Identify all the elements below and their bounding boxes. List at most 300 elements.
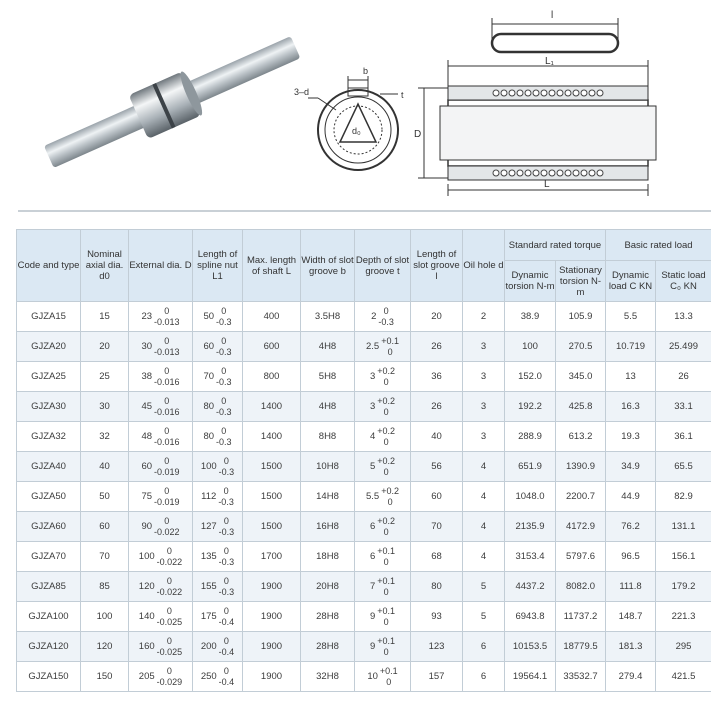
cell-nominal-dia: 50: [81, 482, 129, 512]
cell-max-length: 800: [243, 362, 301, 392]
cell-code: GJZA20: [17, 332, 81, 362]
cell-nominal-dia: 150: [81, 662, 129, 692]
cell-max-length: 1400: [243, 422, 301, 452]
header-static-load: Static load C₀ KN: [656, 261, 711, 302]
cell-external-dia: [129, 602, 193, 632]
label-b: b: [363, 66, 369, 76]
cell-slot-depth-tolerance: [377, 426, 395, 448]
cell-slot-depth: [355, 392, 411, 422]
cell-stationary-torsion: 425.8: [556, 392, 606, 422]
cell-static-load: 82.9: [656, 482, 711, 512]
cell-slot-depth-upper: +0.1: [377, 545, 396, 556]
side-section-view: [418, 86, 656, 196]
cell-external-dia: [129, 302, 193, 332]
cell-external-dia-upper: 0: [164, 515, 170, 526]
cell-slot-width: 8H8: [301, 422, 355, 452]
cell-external-dia-value: 75: [141, 491, 153, 502]
cell-code: GJZA70: [17, 542, 81, 572]
cell-nominal-dia: 15: [81, 302, 129, 332]
cell-slot-depth-tolerance: [377, 366, 395, 388]
cell-spline-length-value: 80: [203, 431, 215, 442]
cell-code: GJZA25: [17, 362, 81, 392]
cell-spline-length: [193, 602, 243, 632]
label-D: D: [414, 129, 422, 140]
cell-spline-length-upper: 0: [221, 305, 227, 316]
table-row: [17, 362, 711, 392]
cell-max-length: 1500: [243, 482, 301, 512]
cell-slot-depth-lower: -0.3: [378, 316, 394, 327]
cell-stationary-torsion: 11737.2: [556, 602, 606, 632]
cell-slot-depth-upper: 0: [383, 305, 389, 316]
cell-dynamic-torsion: 2135.9: [505, 512, 556, 542]
cell-slot-depth-value: 4: [369, 431, 376, 442]
cell-slot-depth: [355, 662, 411, 692]
cell-external-dia-lower: -0.016: [154, 376, 180, 387]
cell-external-dia-upper: 0: [166, 545, 172, 556]
table-row: [17, 392, 711, 422]
cell-spline-length-value: 127: [200, 521, 217, 532]
cell-spline-length-upper: 0: [223, 485, 229, 496]
cell-spline-length-upper: 0: [223, 605, 229, 616]
cell-slot-depth-tolerance: [381, 336, 399, 358]
cell-slot-depth-lower: 0: [383, 526, 389, 537]
cell-spline-length: [193, 662, 243, 692]
cell-slot-length: 26: [411, 332, 463, 362]
cell-dynamic-load: 111.8: [606, 572, 656, 602]
cell-dynamic-load: 16.3: [606, 392, 656, 422]
cell-slot-length: 20: [411, 302, 463, 332]
cell-external-dia-lower: -0.019: [154, 466, 180, 477]
cell-spline-length-tolerance: [219, 456, 235, 478]
cell-external-dia-tolerance: [157, 606, 183, 628]
cell-code: GJZA15: [17, 302, 81, 332]
cell-stationary-torsion: 613.2: [556, 422, 606, 452]
cell-dynamic-load: 96.5: [606, 542, 656, 572]
cell-slot-length: 60: [411, 482, 463, 512]
cell-static-load: 421.5: [656, 662, 711, 692]
cell-spline-length-lower: -0.3: [218, 586, 235, 597]
cell-slot-depth-tolerance: [377, 546, 395, 568]
cell-oil-hole: 4: [463, 542, 505, 572]
cell-slot-depth: [355, 422, 411, 452]
cell-slot-depth-value: 10: [367, 671, 378, 682]
cell-nominal-dia: 25: [81, 362, 129, 392]
cell-spline-length-value: 50: [203, 311, 215, 322]
cell-external-dia-value: 100: [138, 551, 155, 562]
cell-spline-length-upper: 0: [223, 665, 229, 676]
cell-slot-depth-upper: +0.1: [379, 665, 398, 676]
cell-dynamic-load: 10.719: [606, 332, 656, 362]
header-torque-group: Standard rated torque: [505, 230, 606, 261]
cell-spline-length-tolerance: [218, 486, 234, 508]
label-l: l: [551, 10, 554, 21]
cell-slot-width: 28H8: [301, 632, 355, 662]
cell-spline-length-lower: -0.3: [218, 556, 235, 567]
cell-spline-length-value: 200: [200, 641, 217, 652]
cell-dynamic-torsion: 3153.4: [505, 542, 556, 572]
cell-dynamic-load: 44.9: [606, 482, 656, 512]
cell-slot-depth-tolerance: [377, 456, 395, 478]
cell-external-dia-value: 140: [138, 611, 155, 622]
cell-slot-length: 70: [411, 512, 463, 542]
cell-slot-depth-tolerance: [377, 516, 395, 538]
header-oil-hole: Oil hole d: [463, 230, 505, 302]
cell-dynamic-torsion: 192.2: [505, 392, 556, 422]
spline-shaft-photo: [39, 25, 305, 179]
cell-nominal-dia: 100: [81, 602, 129, 632]
cell-spline-length-tolerance: [219, 636, 235, 658]
cell-static-load: 36.1: [656, 422, 711, 452]
cell-slot-depth-lower: 0: [383, 586, 389, 597]
cell-external-dia-tolerance: [157, 666, 183, 688]
cell-slot-depth-lower: 0: [383, 646, 389, 657]
cell-spline-length-lower: -0.3: [216, 316, 232, 327]
cell-nominal-dia: 70: [81, 542, 129, 572]
cell-external-dia-lower: -0.022: [156, 556, 183, 567]
cell-spline-length-value: 60: [203, 341, 215, 352]
cell-slot-depth-upper: +0.2: [381, 485, 399, 496]
cell-external-dia: [129, 422, 193, 452]
table-row: [17, 452, 711, 482]
cell-nominal-dia: 32: [81, 422, 129, 452]
cell-external-dia-lower: -0.025: [156, 616, 183, 627]
cell-spline-length-upper: 0: [223, 575, 229, 586]
cell-dynamic-torsion: 6943.8: [505, 602, 556, 632]
cell-slot-depth: [355, 572, 411, 602]
cell-external-dia-value: 205: [138, 671, 155, 682]
cell-dynamic-torsion: 651.9: [505, 452, 556, 482]
cell-slot-width: 10H8: [301, 452, 355, 482]
cell-slot-depth-lower: 0: [387, 346, 393, 357]
cell-slot-depth-value: 6: [369, 551, 376, 562]
label-L1: L₁: [545, 56, 554, 67]
cell-slot-depth: [355, 482, 411, 512]
cell-external-dia-upper: 0: [166, 665, 172, 676]
cell-spline-length: [193, 392, 243, 422]
cell-external-dia-tolerance: [154, 426, 180, 448]
cell-spline-length-lower: -0.3: [216, 346, 232, 357]
header-slot-width: Width of slot groove b: [301, 230, 355, 302]
cell-external-dia-value: 38: [141, 371, 153, 382]
cell-external-dia: [129, 392, 193, 422]
cell-external-dia-lower: -0.022: [154, 526, 180, 537]
cell-external-dia-upper: 0: [166, 605, 172, 616]
table-row: [17, 302, 711, 332]
cell-stationary-torsion: 2200.7: [556, 482, 606, 512]
cell-dynamic-load: 19.3: [606, 422, 656, 452]
cell-spline-length-upper: 0: [223, 635, 229, 646]
cell-external-dia-upper: 0: [164, 365, 170, 376]
cell-slot-length: 93: [411, 602, 463, 632]
cell-stationary-torsion: 105.9: [556, 302, 606, 332]
cell-nominal-dia: 85: [81, 572, 129, 602]
cell-slot-depth-value: 7: [369, 581, 376, 592]
cell-slot-depth-value: 9: [369, 611, 376, 622]
cell-spline-length-lower: -0.3: [218, 526, 235, 537]
table-row: [17, 572, 711, 602]
cell-spline-length-upper: 0: [221, 365, 227, 376]
header-code: Code and type: [17, 230, 81, 302]
cell-external-dia-value: 90: [141, 521, 153, 532]
cell-stationary-torsion: 18779.5: [556, 632, 606, 662]
header-slot-length: Length of slot groove l: [411, 230, 463, 302]
cell-slot-depth-lower: 0: [386, 676, 392, 687]
cell-slot-depth-upper: +0.1: [377, 635, 396, 646]
cell-oil-hole: 2: [463, 302, 505, 332]
cell-external-dia-upper: 0: [166, 635, 172, 646]
cell-external-dia-value: 160: [138, 641, 155, 652]
cell-external-dia-value: 45: [141, 401, 153, 412]
cell-slot-length: 56: [411, 452, 463, 482]
cell-dynamic-torsion: 38.9: [505, 302, 556, 332]
cell-spline-length-tolerance: [216, 396, 232, 418]
cell-slot-width: 16H8: [301, 512, 355, 542]
cell-code: GJZA85: [17, 572, 81, 602]
cell-slot-length: 36: [411, 362, 463, 392]
cell-oil-hole: 4: [463, 482, 505, 512]
cell-static-load: 221.3: [656, 602, 711, 632]
cell-oil-hole: 3: [463, 362, 505, 392]
cell-oil-hole: 3: [463, 332, 505, 362]
cell-slot-length: 68: [411, 542, 463, 572]
cell-spline-length-tolerance: [219, 576, 235, 598]
cell-code: GJZA120: [17, 632, 81, 662]
cell-external-dia-upper: 0: [164, 305, 170, 316]
cell-slot-depth-tolerance: [377, 606, 395, 628]
cell-slot-depth-value: 2: [371, 311, 377, 322]
cell-oil-hole: 5: [463, 572, 505, 602]
header-dynamic-load: Dynamic load C KN: [606, 261, 656, 302]
header-slot-depth: Depth of slot groove t: [355, 230, 411, 302]
cell-spline-length-value: 70: [203, 371, 215, 382]
cell-max-length: 1900: [243, 572, 301, 602]
cell-slot-depth: [355, 332, 411, 362]
cell-spline-length-value: 135: [200, 551, 217, 562]
cell-oil-hole: 3: [463, 392, 505, 422]
cell-slot-depth-value: 5: [369, 461, 376, 472]
cell-spline-length-lower: -0.3: [216, 406, 232, 417]
cell-external-dia-lower: -0.022: [156, 586, 183, 597]
cell-nominal-dia: 60: [81, 512, 129, 542]
cell-static-load: 25.499: [656, 332, 711, 362]
cell-slot-width: 4H8: [301, 332, 355, 362]
cell-external-dia-upper: 0: [166, 575, 172, 586]
cell-spline-length: [193, 482, 243, 512]
table-row: [17, 332, 711, 362]
header-external-dia: External dia. D: [129, 230, 193, 302]
cell-slot-depth-value: 6: [369, 521, 376, 532]
cell-external-dia: [129, 482, 193, 512]
cell-slot-depth-upper: +0.1: [377, 575, 396, 586]
cell-oil-hole: 3: [463, 422, 505, 452]
cell-external-dia-tolerance: [154, 486, 180, 508]
cell-dynamic-load: 76.2: [606, 512, 656, 542]
cell-slot-depth-upper: +0.2: [377, 425, 396, 436]
cell-dynamic-torsion: 288.9: [505, 422, 556, 452]
cell-spline-length-tolerance: [216, 306, 232, 328]
cell-max-length: 1900: [243, 632, 301, 662]
cell-slot-depth-lower: 0: [383, 466, 389, 477]
cell-dynamic-load: 279.4: [606, 662, 656, 692]
cell-external-dia-lower: -0.013: [154, 316, 180, 327]
cell-nominal-dia: 120: [81, 632, 129, 662]
cell-slot-depth-lower: 0: [383, 376, 389, 387]
cell-spline-length-upper: 0: [223, 515, 229, 526]
cell-code: GJZA30: [17, 392, 81, 422]
cell-spline-length: [193, 542, 243, 572]
cell-slot-length: 123: [411, 632, 463, 662]
cell-spline-length-lower: -0.3: [216, 376, 232, 387]
cell-slot-depth: [355, 302, 411, 332]
spec-table-body: [17, 302, 711, 692]
cell-spline-length: [193, 302, 243, 332]
cell-external-dia-lower: -0.019: [154, 496, 180, 507]
cell-dynamic-torsion: 19564.1: [505, 662, 556, 692]
cell-slot-depth-lower: 0: [383, 436, 389, 447]
cell-nominal-dia: 20: [81, 332, 129, 362]
cell-slot-depth-tolerance: [381, 486, 399, 508]
cell-stationary-torsion: 1390.9: [556, 452, 606, 482]
label-t: t: [401, 90, 404, 100]
cell-nominal-dia: 40: [81, 452, 129, 482]
cell-slot-depth-upper: +0.2: [377, 515, 396, 526]
cell-external-dia-value: 60: [141, 461, 153, 472]
table-row: [17, 542, 711, 572]
cell-spline-length-upper: 0: [221, 425, 227, 436]
cell-spline-length-value: 100: [200, 461, 217, 472]
cell-slot-width: 32H8: [301, 662, 355, 692]
table-row: [17, 602, 711, 632]
cell-spline-length: [193, 362, 243, 392]
cell-spline-length: [193, 422, 243, 452]
cell-slot-depth: [355, 512, 411, 542]
cell-slot-depth-tolerance: [378, 306, 394, 328]
illustration-svg: [18, 0, 711, 208]
label-L: L: [544, 179, 550, 190]
cell-static-load: 33.1: [656, 392, 711, 422]
cell-slot-width: 14H8: [301, 482, 355, 512]
cell-slot-depth-upper: +0.2: [377, 365, 396, 376]
cell-slot-depth-value: 9: [369, 641, 376, 652]
cell-slot-depth-value: 5.5: [366, 491, 380, 502]
cell-external-dia: [129, 662, 193, 692]
cell-spline-length-value: 250: [200, 671, 217, 682]
cell-dynamic-torsion: 10153.5: [505, 632, 556, 662]
cell-static-load: 26: [656, 362, 711, 392]
cell-external-dia-upper: 0: [164, 485, 170, 496]
cell-external-dia-tolerance: [154, 366, 180, 388]
cell-max-length: 1500: [243, 512, 301, 542]
cell-dynamic-torsion: 1048.0: [505, 482, 556, 512]
cell-stationary-torsion: 5797.6: [556, 542, 606, 572]
cell-oil-hole: 5: [463, 602, 505, 632]
cell-external-dia-upper: 0: [164, 395, 170, 406]
cell-code: GJZA60: [17, 512, 81, 542]
cell-spline-length-tolerance: [219, 516, 235, 538]
cell-oil-hole: 6: [463, 632, 505, 662]
cell-slot-depth: [355, 602, 411, 632]
cell-external-dia-lower: -0.016: [154, 436, 180, 447]
cell-stationary-torsion: 345.0: [556, 362, 606, 392]
cell-slot-depth-value: 3: [369, 401, 376, 412]
cell-code: GJZA50: [17, 482, 81, 512]
cell-code: GJZA150: [17, 662, 81, 692]
cell-code: GJZA40: [17, 452, 81, 482]
cell-static-load: 13.3: [656, 302, 711, 332]
cell-spline-length-lower: -0.4: [218, 646, 235, 657]
cell-external-dia: [129, 452, 193, 482]
cell-stationary-torsion: 270.5: [556, 332, 606, 362]
cell-external-dia: [129, 542, 193, 572]
cell-external-dia: [129, 632, 193, 662]
cell-dynamic-load: 13: [606, 362, 656, 392]
cell-static-load: 179.2: [656, 572, 711, 602]
cell-spline-length-value: 175: [200, 611, 217, 622]
cell-slot-width: 4H8: [301, 392, 355, 422]
cell-stationary-torsion: 4172.9: [556, 512, 606, 542]
cell-spline-length-lower: -0.4: [218, 616, 235, 627]
cell-slot-width: 3.5H8: [301, 302, 355, 332]
header-max-length: Max. length of shaft L: [243, 230, 301, 302]
cell-external-dia-value: 120: [138, 581, 155, 592]
table-row: [17, 512, 711, 542]
cell-slot-width: 18H8: [301, 542, 355, 572]
cell-dynamic-torsion: 152.0: [505, 362, 556, 392]
cell-spline-length-value: 155: [200, 581, 217, 592]
cell-max-length: 1700: [243, 542, 301, 572]
cell-spline-length-value: 112: [201, 491, 217, 502]
cell-spline-length-upper: 0: [223, 545, 229, 556]
cell-external-dia-lower: -0.016: [154, 406, 180, 417]
cell-code: GJZA32: [17, 422, 81, 452]
table-row: [17, 662, 711, 692]
cell-slot-depth-upper: +0.1: [381, 335, 399, 346]
cell-static-load: 295: [656, 632, 711, 662]
cell-slot-depth-value: 2.5: [366, 341, 380, 352]
cell-dynamic-load: 34.9: [606, 452, 656, 482]
cell-slot-width: 28H8: [301, 602, 355, 632]
table-row: [17, 482, 711, 512]
header-nominal-dia: Nominal axial dia. d0: [81, 230, 129, 302]
cell-spline-length-lower: -0.3: [216, 436, 232, 447]
cell-slot-depth-upper: +0.2: [377, 455, 396, 466]
cell-slot-width: 20H8: [301, 572, 355, 602]
cell-slot-depth: [355, 632, 411, 662]
cell-spline-length-lower: -0.4: [218, 676, 235, 687]
cell-external-dia: [129, 512, 193, 542]
cell-spline-length-tolerance: [216, 366, 232, 388]
cell-spline-length-tolerance: [219, 606, 235, 628]
header-load-group: Basic rated load: [606, 230, 711, 261]
cell-slot-depth-lower: 0: [383, 616, 389, 627]
cell-slot-depth-lower: 0: [387, 496, 393, 507]
cell-nominal-dia: 30: [81, 392, 129, 422]
header-spline-length: Length of spline nut L1: [193, 230, 243, 302]
cell-external-dia-tolerance: [154, 336, 180, 358]
cell-external-dia-tolerance: [157, 636, 183, 658]
cell-static-load: 131.1: [656, 512, 711, 542]
cell-slot-depth: [355, 452, 411, 482]
cell-external-dia: [129, 572, 193, 602]
cell-external-dia: [129, 362, 193, 392]
cell-external-dia-upper: 0: [164, 425, 170, 436]
cell-max-length: 1900: [243, 602, 301, 632]
cell-oil-hole: 4: [463, 512, 505, 542]
cell-slot-length: 26: [411, 392, 463, 422]
cell-spline-length-upper: 0: [221, 395, 227, 406]
cell-external-dia-tolerance: [154, 306, 180, 328]
cell-external-dia-lower: -0.013: [154, 346, 180, 357]
